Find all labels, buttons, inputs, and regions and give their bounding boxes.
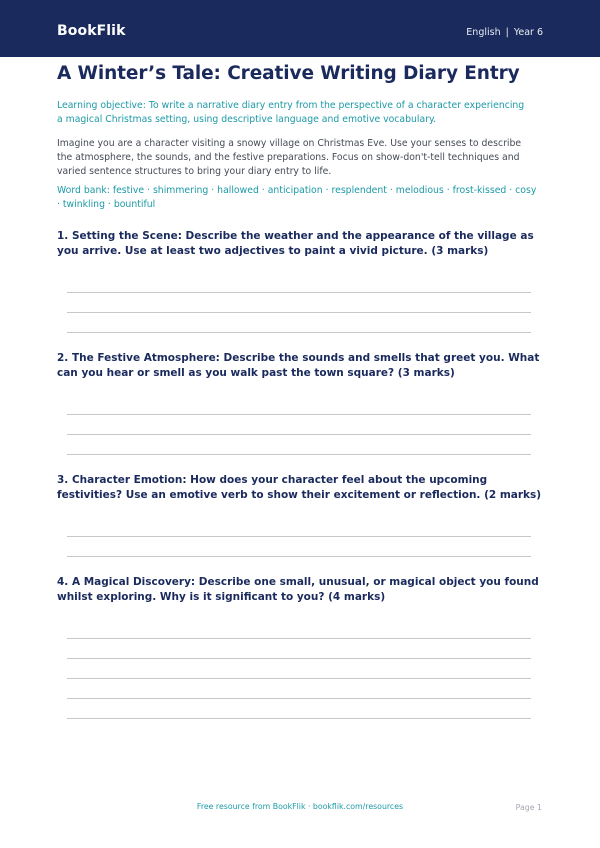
answer-line[interactable] xyxy=(67,454,531,455)
answer-line[interactable] xyxy=(67,638,531,639)
answer-line[interactable] xyxy=(67,292,531,293)
subject-year-label xyxy=(466,27,543,38)
page-number: Page 1 xyxy=(515,803,542,812)
answer-line[interactable] xyxy=(67,698,531,699)
answer-line[interactable] xyxy=(67,678,531,679)
answer-line[interactable] xyxy=(67,718,531,719)
footer-link[interactable]: Free resource from BookFlik · bookflik.com/resources xyxy=(196,802,404,811)
question-4: 4. A Magical Discovery: Describe one small, unusual, or magical object you found whilst exploring. Why is it significant to you? (4 marks) xyxy=(57,576,539,603)
intro-paragraph: Imagine you are a character visiting a snowy village on Christmas Eve. Use your senses to describe the atmosphere, the sounds, and the festive preparations. Focus on show-don't-tell techniques and varied sentence structures to bring your diary entry to life. xyxy=(57,138,522,177)
answer-line[interactable] xyxy=(67,312,531,313)
learning-objective: Learning objective: To write a narrative diary entry from the perspective of a character experiencing a magical Christmas setting, using descriptive language and emotive vocabulary. xyxy=(57,100,525,125)
answer-line[interactable] xyxy=(67,658,531,659)
question-1: 1. Setting the Scene: Describe the weather and the appearance of the village as you arrive. Use at least two adjectives to paint a vivid picture. (3 marks) xyxy=(57,230,534,257)
word-bank: Word bank: festive · shimmering · hallowed · anticipation · resplendent · melodious · frost-kissed · cosy · twinkling · bountiful xyxy=(57,185,537,210)
question-2: 2. The Festive Atmosphere: Describe the sounds and smells that greet you. What can you hear or smell as you walk past the town square? (3 marks) xyxy=(57,352,540,379)
page-title: A Winter’s Tale: Creative Writing Diary Entry xyxy=(57,63,520,84)
answer-line[interactable] xyxy=(67,332,531,333)
answer-line[interactable] xyxy=(67,434,531,435)
answer-line[interactable] xyxy=(67,556,531,557)
subject-label: English xyxy=(466,27,501,38)
question-3: 3. Character Emotion: How does your character feel about the upcoming festivities? Use an emotive verb to show their excitement or reflection. (2 marks) xyxy=(57,474,542,501)
divider: | xyxy=(505,27,509,38)
brand-logo[interactable]: BookFlik xyxy=(57,23,126,39)
answer-line[interactable] xyxy=(67,414,531,415)
header-bar xyxy=(0,0,600,57)
answer-line[interactable] xyxy=(67,536,531,537)
year-label: Year 6 xyxy=(513,27,543,38)
